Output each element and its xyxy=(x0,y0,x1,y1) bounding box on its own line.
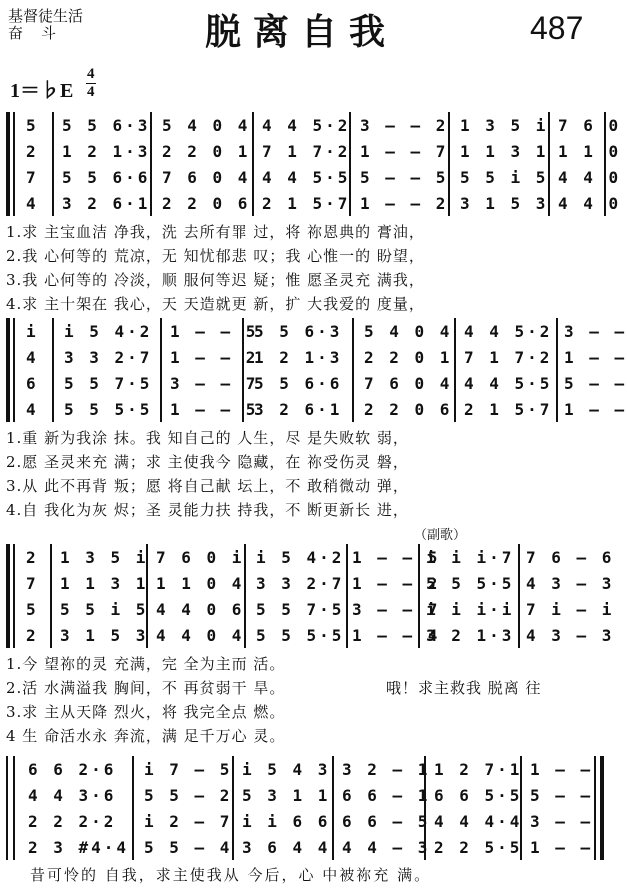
voice-row-alto xyxy=(6,784,606,808)
measure: 7 6 – 6 xyxy=(526,548,615,567)
measure: 5 5 6·6 xyxy=(254,374,343,393)
measure: 6 6 5·5 xyxy=(434,786,523,805)
measure: 2 xyxy=(26,142,39,161)
voice-row-tenor xyxy=(6,598,615,622)
measure: 4 4 5·5 xyxy=(464,374,553,393)
lyric-verse-4: 4 生 命活水永 奔流，满 足千万心 灵。 xyxy=(6,727,286,745)
measure: 5 xyxy=(26,116,39,135)
measure: 3 1 5 3 xyxy=(60,626,149,645)
measure: 1 – – xyxy=(530,838,594,857)
hymn-number: 487 xyxy=(530,10,584,46)
measure: 1 2 1·3 xyxy=(254,348,343,367)
measure: 5 4 0 4 xyxy=(364,322,453,341)
measure: 1 – – 5 xyxy=(352,548,441,567)
voice-row-soprano xyxy=(6,320,627,344)
measure: 2 2 5·5 xyxy=(434,838,523,857)
measure: 2 3 #4·4 xyxy=(28,838,130,857)
music-system-4 xyxy=(6,756,606,860)
measure: 2 1 5·7 xyxy=(464,400,553,419)
lyric-verse-3: 3.我 心何等的 冷淡，顺 服何等迟 疑；惟 愿圣灵充 满我， xyxy=(6,271,425,289)
measure: 3 2 6·1 xyxy=(62,194,151,213)
measure: 4 4 5·2 xyxy=(262,116,351,135)
measure: 1 – – 2 xyxy=(170,348,259,367)
measure: i 5 4·2 xyxy=(64,322,153,341)
measure: 1 1 0 4 xyxy=(156,574,245,593)
measure: 7 xyxy=(26,168,39,187)
measure: 2 2 0 1 xyxy=(364,348,453,367)
measure: 1 3 5 i xyxy=(60,548,149,567)
staff-3 xyxy=(6,544,615,648)
voice-row-soprano xyxy=(6,758,606,782)
measure: 4 4 0 6 xyxy=(156,600,245,619)
measure: i 2 – 7 xyxy=(144,812,233,831)
measure: 5 – – 5 xyxy=(360,168,449,187)
measure: i 7 – 5 xyxy=(144,760,233,779)
measure: 5 5 5·5 xyxy=(426,574,515,593)
measure: 1 – – 2 xyxy=(352,574,441,593)
measure: 4 4 5·2 xyxy=(464,322,553,341)
measure: 1 – – 7 xyxy=(360,142,449,161)
measure: 3 6 4 4 xyxy=(242,838,331,857)
measure: 1 – – 5 xyxy=(170,400,259,419)
lyric-verse-3: 3.从 此不再背 叛；愿 将自己献 坛上，不 敢稍微动 弹， xyxy=(6,477,409,495)
measure: 3 – – 2 xyxy=(360,116,449,135)
measure: i i 6 6 xyxy=(242,812,331,831)
voice-row-tenor xyxy=(6,372,627,396)
voice-row-soprano xyxy=(6,114,622,138)
measure: 5 4 0 4 xyxy=(162,116,251,135)
measure: 4 4 0 xyxy=(558,168,622,187)
measure: 5 5 i 5 xyxy=(60,600,149,619)
final-lyric-line: 昔可怜的 自我，求主使我从 今后，心 中被祢充 满。 xyxy=(30,866,432,884)
lyric-verse-2: 2.我 心何等的 荒凉，无 知忧郁悲 叹；我 心惟一的 盼望， xyxy=(6,247,425,265)
lyric-verse-4: 4.求 主十架在 我心，天 天造就更 新，扩 大我爱的 度量， xyxy=(6,295,425,313)
time-signature xyxy=(86,66,96,101)
measure: 5 – – xyxy=(530,786,594,805)
voice-row-alto xyxy=(6,572,615,596)
measure: 7 6 0 4 xyxy=(364,374,453,393)
measure: 4 4 0 xyxy=(558,194,622,213)
measure: 3 3 2·7 xyxy=(64,348,153,367)
time-signature-top: 4 xyxy=(87,66,95,82)
measure: 5 5 5·5 xyxy=(64,400,153,419)
measure: 1 1 3 1 xyxy=(460,142,549,161)
measure: 1 – – 5 xyxy=(170,322,259,341)
measure: 6 6 – 5 xyxy=(342,812,431,831)
measure: 3 2 – 1 xyxy=(342,760,431,779)
measure: 4 4 3·6 xyxy=(28,786,117,805)
lyric-verse-2: 2.活 水满溢我 胸间，不 再贫弱干 旱。 xyxy=(6,679,286,697)
measure: 5 5 – 4 xyxy=(144,838,233,857)
measure: 5 5 – 2 xyxy=(144,786,233,805)
measure: 1 – – 2 xyxy=(360,194,449,213)
measure: 3 2 1·3 xyxy=(426,626,515,645)
measure: 2 xyxy=(26,626,39,645)
measure: 1 2 7·1 xyxy=(434,760,523,779)
measure: 1 1 0 xyxy=(558,142,622,161)
lyric-verse-1: 1.今 望祢的灵 充满，完 全为主而 活。 xyxy=(6,655,286,673)
measure: 5 – – xyxy=(564,374,627,393)
category-line-1: 基督徒生活 xyxy=(8,7,84,25)
measure: 3 – – 7 xyxy=(170,374,259,393)
lyric-verse-1: 1.重 新为我涂 抹。我 知自己的 人生，尽 是失败软 弱， xyxy=(6,429,409,447)
staff-1 xyxy=(6,112,622,216)
measure: 5 5 6·3 xyxy=(62,116,151,135)
measure: 1 – – xyxy=(564,348,627,367)
measure: i 5 4·2 xyxy=(256,548,345,567)
measure: 5 5 7·5 xyxy=(64,374,153,393)
measure: 1 2 1·3 xyxy=(62,142,151,161)
measure: 6 xyxy=(26,374,39,393)
measure: 5 5 i 5 xyxy=(460,168,549,187)
measure: 4 4 – 3 xyxy=(342,838,431,857)
time-signature-bottom: 4 xyxy=(87,84,95,100)
measure: 7 6 0 i xyxy=(156,548,245,567)
measure: 3 2 6·1 xyxy=(254,400,343,419)
voice-row-bass xyxy=(6,398,627,422)
voice-row-bass xyxy=(6,192,622,216)
measure: 7 6 0 xyxy=(558,116,622,135)
category-line-2: 奋斗 xyxy=(8,24,75,42)
voice-row-tenor xyxy=(6,810,606,834)
measure: 1 1 3 1 xyxy=(60,574,149,593)
measure: 5 5 7·5 xyxy=(256,600,345,619)
measure: 3 – – 7 xyxy=(352,600,441,619)
voice-row-alto xyxy=(6,140,622,164)
measure: 3 3 2·7 xyxy=(256,574,345,593)
measure: i 5 4 3 xyxy=(242,760,331,779)
measure: 4 xyxy=(26,348,39,367)
voice-row-soprano xyxy=(6,546,615,570)
measure: 1 – – xyxy=(530,760,594,779)
measure: 4 3 – 3 xyxy=(526,574,615,593)
lyric-verse-2: 2.愿 圣灵来充 满；求 主使我今 隐藏，在 祢受伤灵 磐， xyxy=(6,453,409,471)
measure: 3 1 5 3 xyxy=(460,194,549,213)
voice-row-bass xyxy=(6,624,615,648)
hymn-category xyxy=(8,8,83,42)
measure: 5 5 6·6 xyxy=(62,168,151,187)
measure: 4 4 0 4 xyxy=(156,626,245,645)
measure: 1 – – xyxy=(564,400,627,419)
measure: 4 xyxy=(26,400,39,419)
key-signature: 1＝♭E xyxy=(10,80,74,102)
measure: 1 – – 4 xyxy=(352,626,441,645)
measure: 5 3 1 1 xyxy=(242,786,331,805)
music-system-1 xyxy=(6,112,622,313)
chorus-side-lyric: 哦！求主救我 脱离 往 xyxy=(386,679,542,697)
measure: 7 i – i xyxy=(526,600,615,619)
voice-row-alto xyxy=(6,346,627,370)
measure: 1 3 5 i xyxy=(460,116,549,135)
lyric-verse-4: 4.自 我化为灰 烬；圣 灵能力扶 持我，不 断更新长 进， xyxy=(6,501,409,519)
measure: 3 – – xyxy=(530,812,594,831)
measure: 5 xyxy=(26,600,39,619)
measure: 2 1 5·7 xyxy=(262,194,351,213)
staff-2 xyxy=(6,318,627,422)
staff-4 xyxy=(6,756,606,860)
measure: 2 2 2·2 xyxy=(28,812,117,831)
measure: 5 5 5·5 xyxy=(256,626,345,645)
measure: 7 xyxy=(26,574,39,593)
measure: i i i·i xyxy=(426,600,515,619)
measure: 7 6 0 4 xyxy=(162,168,251,187)
measure: 2 2 0 6 xyxy=(162,194,251,213)
measure: 6 6 – 1 xyxy=(342,786,431,805)
measure: 4 3 – 3 xyxy=(526,626,615,645)
measure: 2 2 0 6 xyxy=(364,400,453,419)
hymn-title: 脱离自我 xyxy=(205,12,398,53)
measure: 3 – – xyxy=(564,322,627,341)
measure: 5 5 6·3 xyxy=(254,322,343,341)
measure: 4 4 4·4 xyxy=(434,812,523,831)
measure: i i i·7 xyxy=(426,548,515,567)
voice-row-tenor xyxy=(6,166,622,190)
measure: i xyxy=(26,322,39,341)
measure: 4 4 5·5 xyxy=(262,168,351,187)
measure: 6 6 2·6 xyxy=(28,760,117,779)
music-system-2 xyxy=(6,318,627,543)
voice-row-bass xyxy=(6,836,606,860)
measure: 7 1 7·2 xyxy=(464,348,553,367)
lyric-verse-3: 3.求 主从天降 烈火，将 我完全点 燃。 xyxy=(6,703,286,721)
measure: 2 xyxy=(26,548,39,567)
measure: 4 xyxy=(26,194,39,213)
measure: 7 1 7·2 xyxy=(262,142,351,161)
chorus-label: （副歌） xyxy=(414,528,467,543)
lyric-verse-1: 1.求 主宝血洁 净我，洗 去所有罪 过，将 祢恩典的 膏油， xyxy=(6,223,425,241)
measure: 2 2 0 1 xyxy=(162,142,251,161)
